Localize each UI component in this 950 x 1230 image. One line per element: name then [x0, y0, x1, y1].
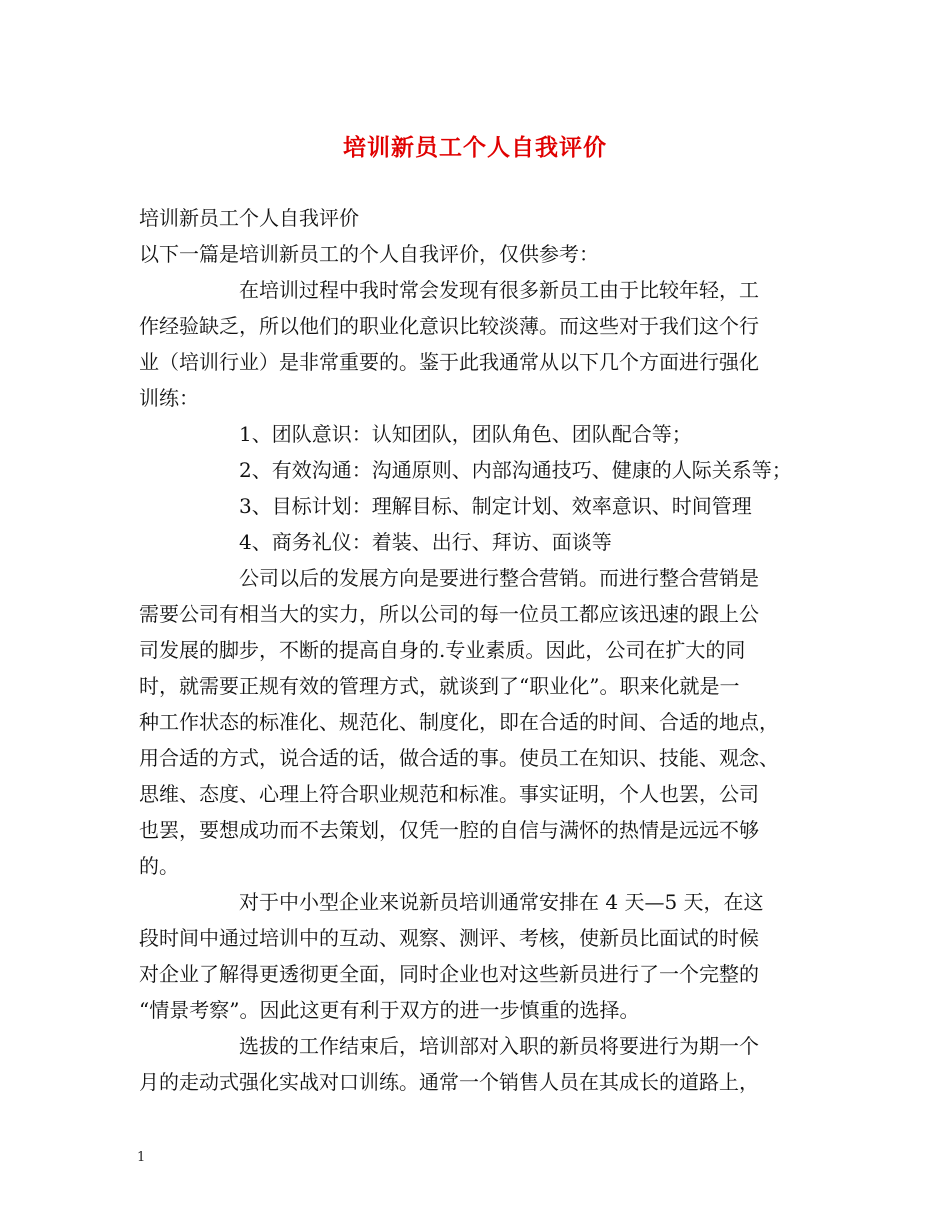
text-line: 思维、态度、心理上符合职业规范和标准。事实证明，个人也罢，公司 [139, 782, 759, 806]
page-number: 1 [137, 1150, 146, 1165]
list-item: 3、目标计划：理解目标、制定计划、效率意识、时间管理 [239, 494, 752, 518]
text-line: 培训新员工个人自我评价 [139, 206, 359, 230]
list-item: 1、团队意识：认知团队，团队角色、团队配合等； [239, 422, 692, 446]
text-line: 以下一篇是培训新员工的个人自我评价，仅供参考： [139, 242, 599, 266]
text-line: 时，就需要正规有效的管理方式，就谈到了“职业化”。职来化就是一 [139, 674, 740, 698]
text-line: 种工作状态的标准化、规范化、制度化，即在合适的时间、合适的地点， [139, 710, 779, 734]
text-line: 在培训过程中我时常会发现有很多新员工由于比较年轻，工 [239, 278, 759, 302]
text-line: 选拔的工作结束后，培训部对入职的新员将要进行为期一个 [239, 1034, 759, 1058]
list-item: 4、商务礼仪：着装、出行、拜访、面谈等 [239, 530, 612, 554]
text-line: 业（培训行业）是非常重要的。鉴于此我通常从以下几个方面进行强化 [139, 350, 759, 374]
text-line: 训练： [139, 386, 199, 410]
text-line: 对于中小型企业来说新员培训通常安排在 4 天—5 天，在这 [239, 890, 764, 914]
list-item: 2、有效沟通：沟通原则、内部沟通技巧、健康的人际关系等； [239, 458, 792, 482]
text-line: “情景考察”。因此这更有利于双方的进一步慎重的选择。 [139, 998, 640, 1022]
document-body [139, 200, 819, 1100]
document-title: 培训新员工个人自我评价 [343, 134, 607, 161]
text-line: 段时间中通过培训中的互动、观察、测评、考核，使新员比面试的时候 [139, 926, 759, 950]
text-line: 月的走动式强化实战对口训练。通常一个销售人员在其成长的道路上， [139, 1070, 759, 1094]
text-line: 司发展的脚步，不断的提高自身的.专业素质。因此，公司在扩大的同 [139, 638, 746, 662]
text-line: 也罢，要想成功而不去策划，仅凭一腔的自信与满怀的热情是远远不够 [139, 818, 759, 842]
text-line: 需要公司有相当大的实力，所以公司的每一位员工都应该迅速的跟上公 [139, 602, 759, 626]
text-line: 公司以后的发展方向是要进行整合营销。而进行整合营销是 [239, 566, 759, 590]
text-line: 的。 [139, 854, 179, 878]
text-line: 对企业了解得更透彻更全面，同时企业也对这些新员进行了一个完整的 [139, 962, 759, 986]
text-line: 作经验缺乏，所以他们的职业化意识比较淡薄。而这些对于我们这个行 [139, 314, 759, 338]
text-line: 用合适的方式，说合适的话，做合适的事。使员工在知识、技能、观念、 [139, 746, 779, 770]
